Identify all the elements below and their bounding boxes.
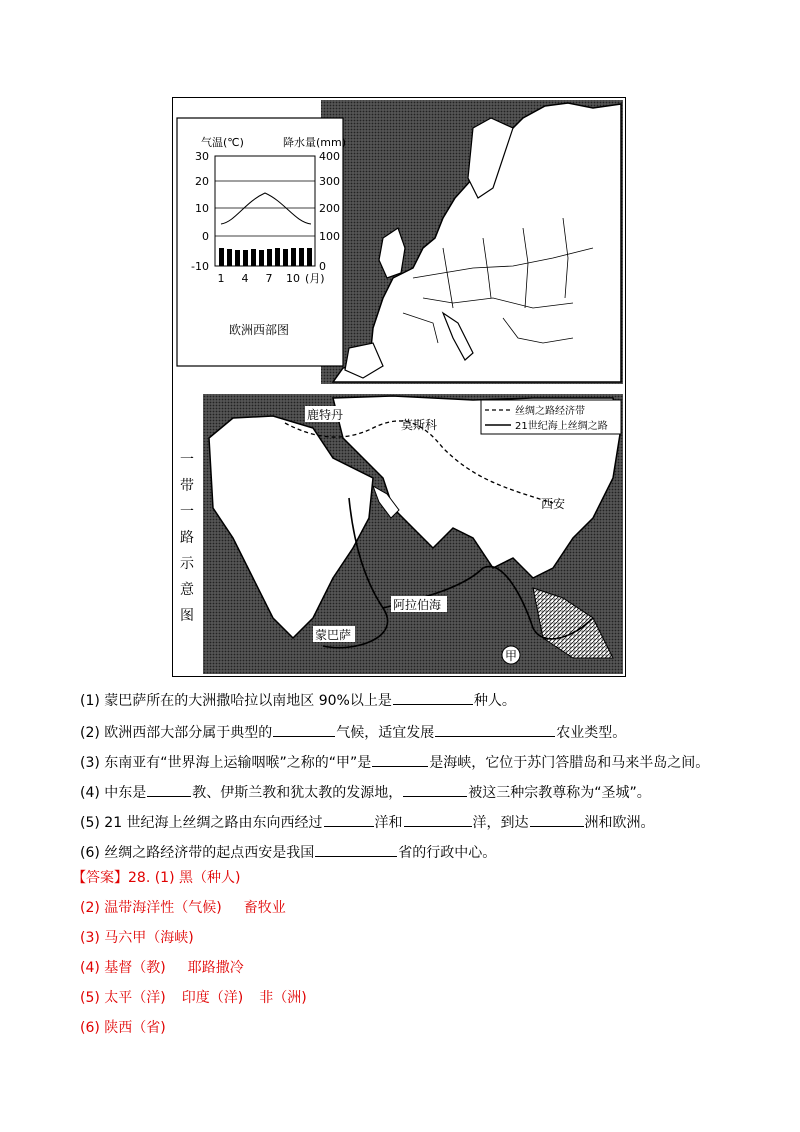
question-3	[80, 752, 709, 773]
question-text: (5) 21 世纪海上丝绸之路由东向西经过	[80, 815, 323, 831]
answer-4a: (4) 基督（教)	[80, 960, 166, 976]
label-moscow: 莫斯科	[401, 418, 438, 432]
left-tick: 30	[195, 150, 209, 163]
answer-header: 【答案】28.	[72, 870, 151, 886]
belt-road-side-title	[180, 452, 195, 624]
answer-blank	[403, 782, 467, 797]
question-text: 洋，到达	[472, 815, 529, 831]
answer-line-3	[80, 928, 194, 948]
question-text: (1) 蒙巴萨所在的大洲撒哈拉以南地区 90%以上是	[80, 693, 392, 709]
precip-axis-label: 降水量(mm)	[283, 136, 347, 149]
svg-text:示: 示	[180, 556, 194, 572]
answer-line-4	[80, 958, 244, 978]
left-tick: 0	[202, 230, 209, 243]
right-tick: 300	[319, 175, 340, 188]
legend-sea-route: 21世纪海上丝绸之路	[515, 421, 608, 432]
question-text: 是海峡，它位于苏门答腊岛和马来半岛之间。	[429, 755, 710, 771]
question-text: 被这三种宗教尊称为“圣城”。	[468, 785, 651, 801]
answer-6: (6) 陕西（省)	[80, 1020, 166, 1036]
answer-4b: 耶路撒冷	[187, 960, 244, 976]
right-tick: 400	[319, 150, 340, 163]
label-xian: 西安	[541, 497, 566, 511]
figure-graphics	[173, 98, 627, 678]
question-text: 农业类型。	[556, 725, 627, 741]
belt-road-map	[203, 394, 623, 674]
europe-caption: 欧洲西部图	[228, 323, 290, 337]
answer-5a: (5) 太平（洋)	[80, 990, 166, 1006]
x-tick: 4	[241, 272, 249, 285]
question-4	[80, 782, 651, 803]
answer-line-6	[80, 1018, 166, 1038]
answer-blank	[435, 722, 555, 737]
legend-land-route: 丝绸之路经济带	[515, 406, 585, 417]
answer-2b: 畜牧业	[243, 900, 286, 916]
europe-map	[321, 100, 623, 384]
answer-blank	[372, 752, 428, 767]
answer-1: (1) 黑（种人)	[154, 870, 241, 886]
question-text: 省的行政中心。	[398, 845, 497, 861]
question-text: 教、伊斯兰教和犹太教的发源地，	[192, 785, 403, 801]
right-tick: 100	[319, 230, 340, 243]
svg-text:图: 图	[180, 608, 194, 624]
question-2	[80, 722, 626, 743]
label-mombasa: 蒙巴萨	[315, 628, 352, 642]
temp-axis-label: 气温(℃)	[201, 136, 244, 149]
answer-blank	[404, 812, 472, 827]
answer-blank	[530, 812, 584, 827]
question-text: (2) 欧洲西部大部分属于典型的	[80, 725, 273, 741]
x-tick: 10	[286, 272, 300, 285]
label-jia: 甲	[504, 649, 518, 663]
question-text: (6) 丝绸之路经济带的起点西安是我国	[80, 845, 315, 861]
left-tick: -10	[191, 260, 209, 273]
climate-chart	[177, 118, 346, 366]
svg-text:一: 一	[180, 452, 194, 468]
answer-line-5	[80, 988, 307, 1008]
answer-blank	[393, 690, 473, 705]
answer-blank	[273, 722, 335, 737]
answer-line-1	[72, 868, 240, 888]
left-tick: 10	[195, 202, 209, 215]
x-tick: 7	[265, 272, 273, 285]
question-text: (4) 中东是	[80, 785, 147, 801]
question-text: 气候，适宜发展	[336, 725, 435, 741]
question-text: (3) 东南亚有“世界海上运输咽喉”之称的“甲”是	[80, 755, 372, 771]
question-1	[80, 690, 516, 711]
svg-text:带: 带	[180, 478, 194, 494]
x-tick: 1	[217, 272, 225, 285]
answer-blank	[315, 842, 397, 857]
answer-5b: 印度（洋)	[181, 990, 244, 1006]
svg-text:意: 意	[180, 582, 194, 598]
left-tick: 20	[195, 175, 209, 188]
right-tick: 0	[319, 260, 326, 273]
label-arabian-sea: 阿拉伯海	[393, 598, 442, 612]
question-text: 洲和欧洲。	[584, 815, 655, 831]
question-text: 种人。	[473, 693, 516, 709]
answer-blank	[324, 812, 374, 827]
label-rotterdam: 鹿特丹	[307, 408, 344, 422]
map-figure	[172, 97, 626, 677]
answer-2a: (2) 温带海洋性（气候)	[80, 900, 222, 916]
answer-5c: 非（洲)	[259, 990, 307, 1006]
question-6	[80, 842, 496, 863]
question-text: 洋和	[374, 815, 403, 831]
svg-text:路: 路	[180, 530, 194, 546]
svg-text:一: 一	[180, 504, 194, 520]
right-tick: 200	[319, 202, 340, 215]
answer-blank	[147, 782, 191, 797]
answer-3: (3) 马六甲（海峡)	[80, 930, 194, 946]
month-unit: (月)	[305, 272, 325, 285]
question-5	[80, 812, 655, 833]
answer-line-2	[80, 898, 286, 918]
